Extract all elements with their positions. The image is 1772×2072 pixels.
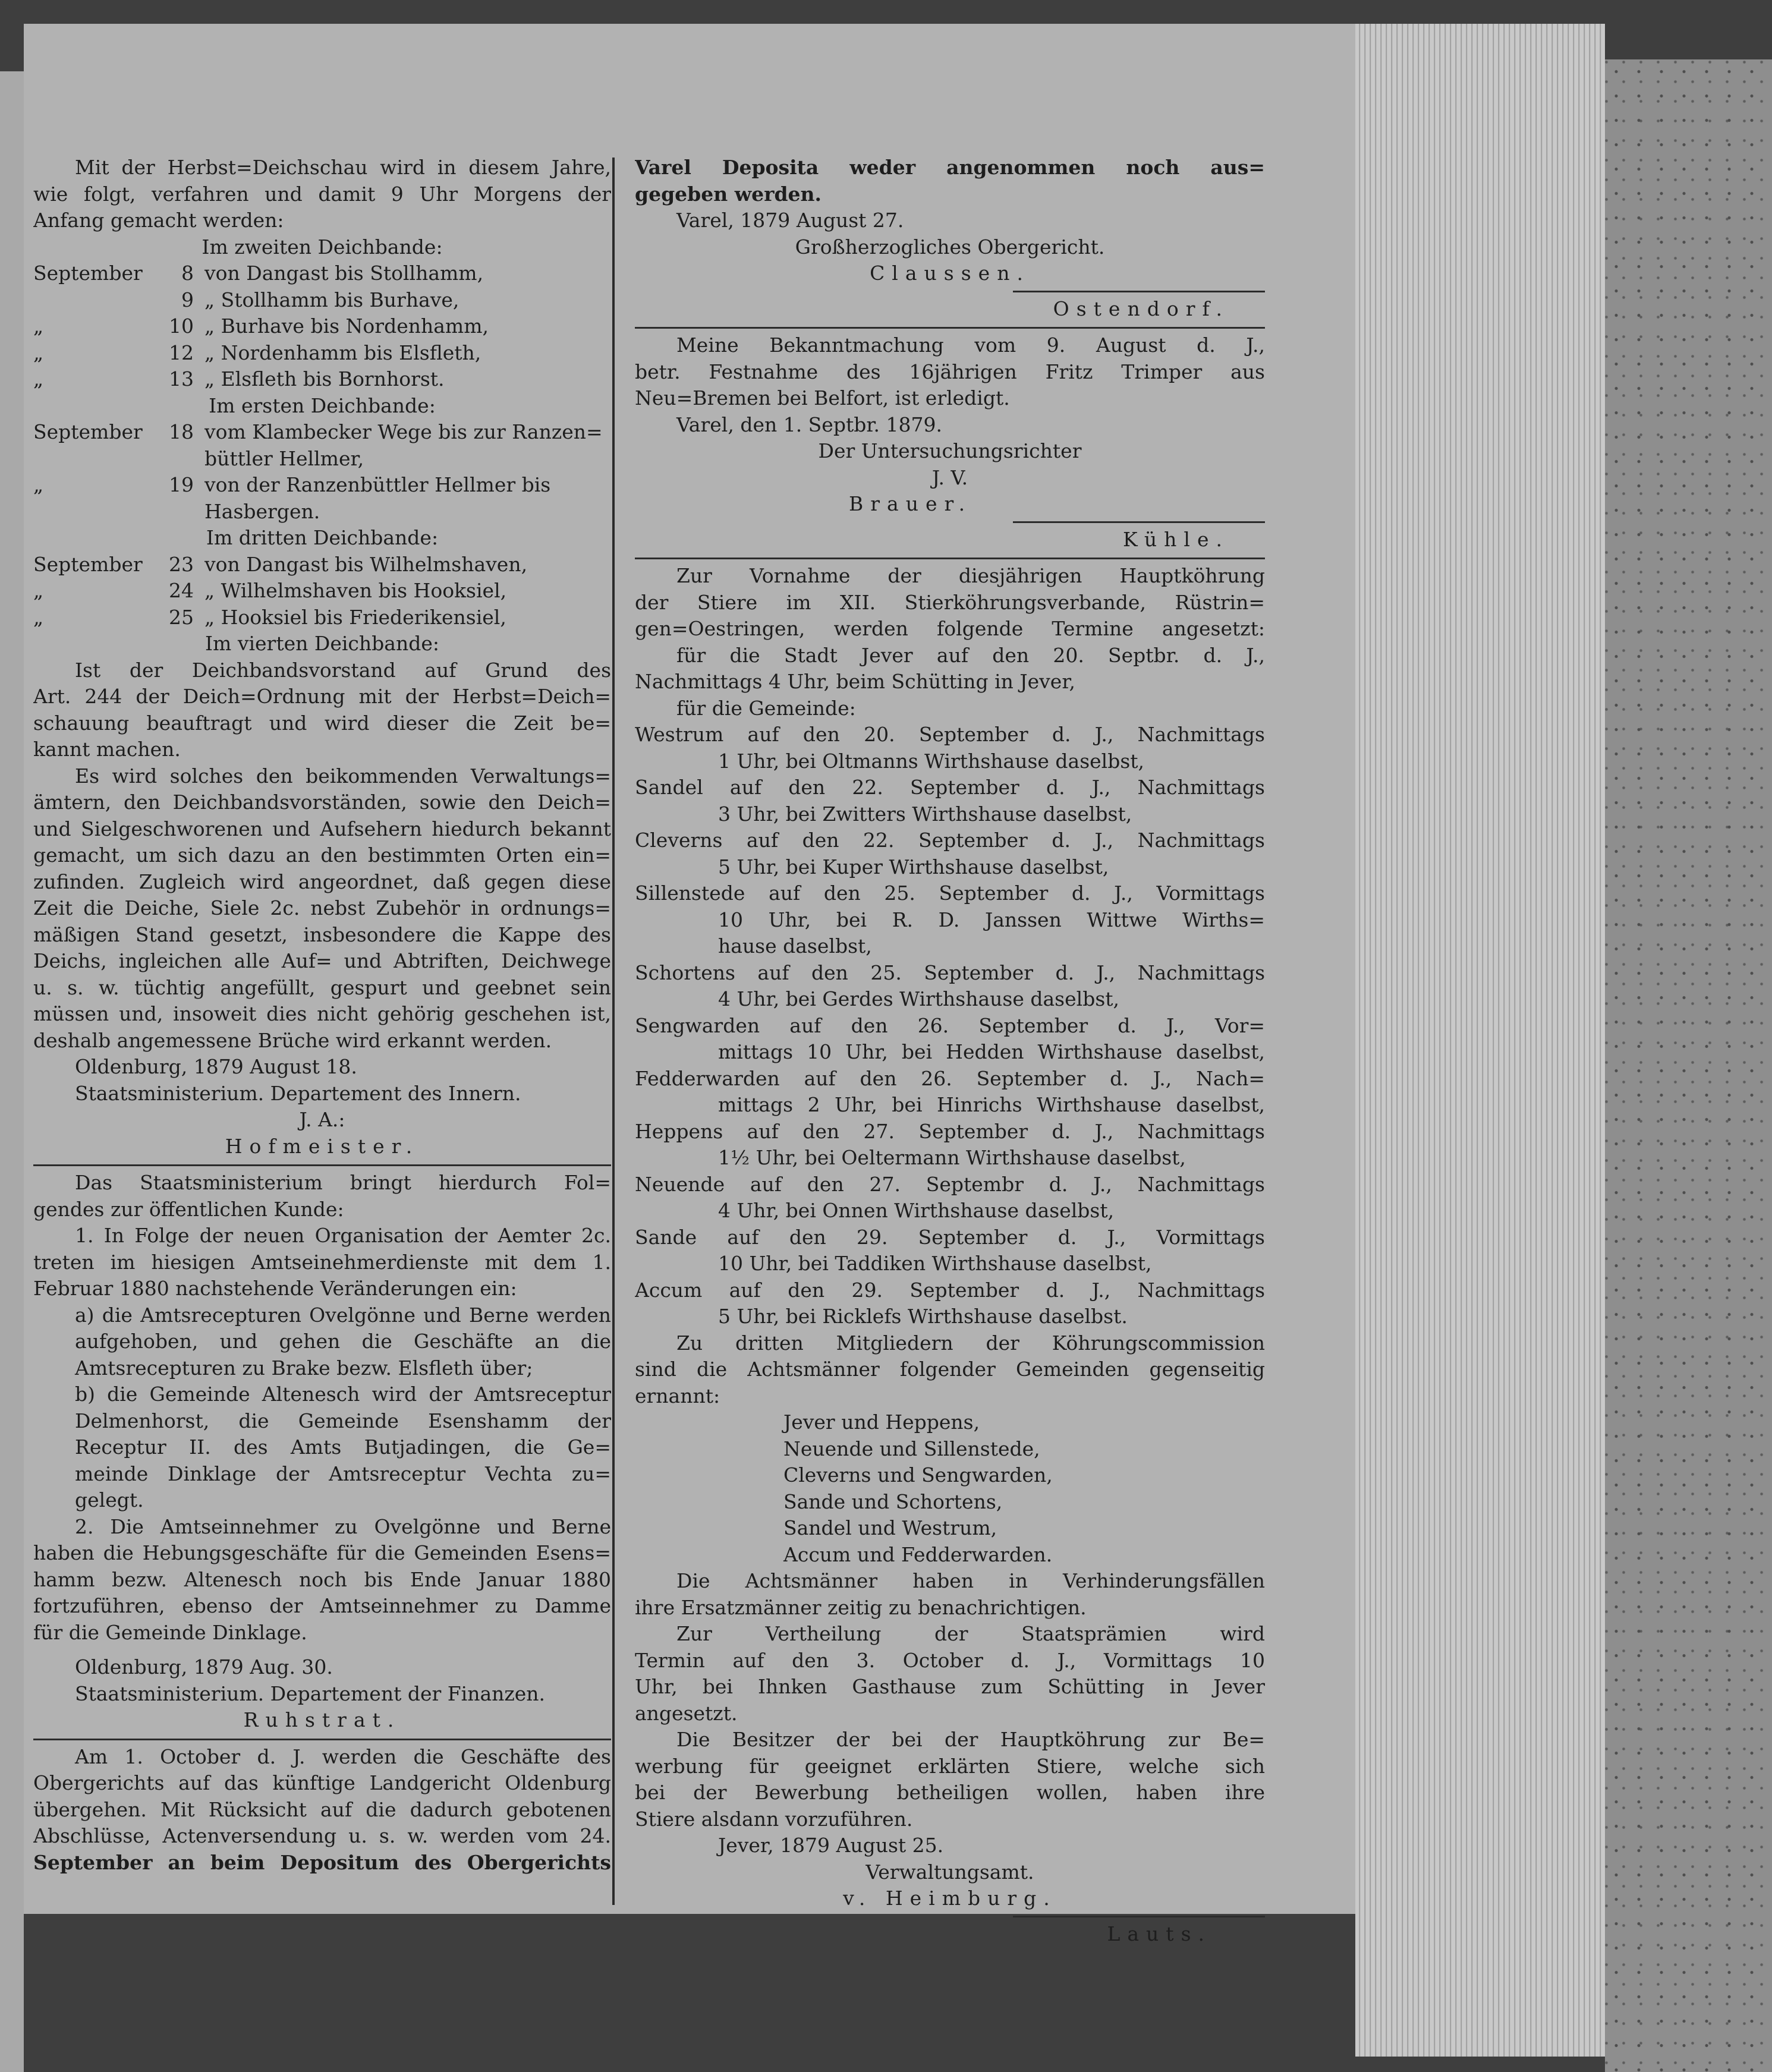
text-line: u. s. w. tüchtig angefüllt, gespurt und geebnet sein [33, 975, 611, 999]
text-line: Die Besitzer der bei der Hauptköhrung zur Be= [676, 1728, 1265, 1751]
text-line: ämtern, den Deichbandsvorständen, sowie den Deich= [33, 791, 611, 814]
schedule-row: „ 10 „ Burhave bis Nordenhamm, [33, 314, 489, 338]
text-line: wie folgt, verfahren und damit 9 Uhr Morgens der [33, 182, 611, 206]
text-line-bold: September an beim Depositum des Obergerichts [33, 1850, 611, 1874]
text-line: Zeit die Deiche, Siele 2c. nebst Zubehör in ordnungs= [33, 896, 611, 920]
section-heading: Im vierten Deichbande: [205, 632, 439, 655]
section-rule [635, 558, 1265, 559]
termin-line: mittags 10 Uhr, bei Hedden Wirthshause daselbst, [718, 1040, 1265, 1063]
text-line: Die Achtsmänner haben in Verhinderungsfällen [676, 1569, 1265, 1592]
section-heading: Im ersten Deichbande: [209, 393, 436, 417]
text-line: Das Staatsministerium bringt hierdurch Fol= [75, 1171, 611, 1194]
termin-line: Westrum auf den 20. September d. J., Nachmittags [635, 723, 1265, 746]
schedule-row: „ 25 „ Hooksiel bis Friederikensiel, [33, 605, 506, 629]
text-line: Receptur II. des Amts Butjadingen, die Ge= [75, 1435, 611, 1459]
schedule-row: „ 12 „ Nordenhamm bis Elsfleth, [33, 341, 481, 364]
text-line: und Sielgeschworenen und Aufsehern hiedurch bekannt [33, 817, 611, 840]
text-line: Februar 1880 nachstehende Veränderungen ein: [33, 1277, 517, 1300]
text-line: meinde Dinklage der Amtsreceptur Vechta zu= [75, 1462, 611, 1485]
place-date: Varel, 1879 August 27. [676, 209, 904, 232]
text-line: gendes zur öffentlichen Kunde: [33, 1197, 344, 1221]
section-heading: Im zweiten Deichbande: [202, 235, 443, 259]
text-line: zufinden. Zugleich wird angeordnet, daß gegen diese [33, 870, 611, 893]
koehrung-notice [635, 563, 1265, 1947]
pair-line: Jever und Heppens, [783, 1410, 980, 1434]
text-line: gelegt. [75, 1488, 144, 1512]
termin-line: Schortens auf den 25. September d. J., Nachmittags [635, 961, 1265, 984]
text-line: übergehen. Mit Rücksicht auf die dadurch gebotenen [33, 1797, 611, 1821]
text-line: fortzuführen, ebenso der Amtseinnehmer zu Damme [33, 1594, 611, 1617]
text-line: für die Stadt Jever auf den 20. Septbr. d. J., [676, 643, 1265, 667]
place-date: Varel, den 1. Septbr. 1879. [676, 412, 942, 436]
text-line: für die Gemeinde Dinklage. [33, 1620, 307, 1644]
deichschau-notice [33, 155, 611, 1160]
text-line: Anfang gemacht werden: [33, 209, 284, 232]
previous-page-edge [0, 71, 24, 2072]
schedule-row: büttler Hellmer, [204, 446, 364, 470]
untersuchung-notice [635, 332, 1265, 553]
text-line: müssen und, insoweit dies nicht gehörig geschehen ist, [33, 1002, 611, 1025]
termin-line: mittags 2 Uhr, bei Hinrichs Wirthshause daselbst, [718, 1093, 1265, 1116]
place-date: Oldenburg, 1879 August 18. [75, 1055, 357, 1078]
signature-prefix: J. V. [931, 465, 968, 489]
text-line: Ist der Deichbandsvorstand auf Grund des [75, 658, 611, 682]
text-line: für die Gemeinde: [676, 696, 856, 720]
text-line: Stiere alsdann vorzuführen. [635, 1807, 913, 1831]
termin-line: Fedderwarden auf den 26. September d. J., Nach= [635, 1066, 1265, 1090]
text-line: Delmenhorst, die Gemeinde Esenshamm der [75, 1409, 611, 1432]
termin-line: hause daselbst, [718, 934, 872, 958]
termin-line: Cleverns auf den 22. September d. J., Nachmittags [635, 829, 1265, 852]
signature-name: Hofmeister. [225, 1134, 420, 1158]
section-rule [33, 1739, 611, 1740]
termin-line: 4 Uhr, bei Onnen Wirthshause daselbst, [718, 1199, 1115, 1222]
termin-line: 3 Uhr, bei Zwitters Wirthshause daselbst, [718, 802, 1132, 826]
termin-line: Sande auf den 29. September d. J., Vormittags [635, 1225, 1265, 1249]
signature-rule [1013, 1916, 1265, 1917]
termin-line: 10 Uhr, bei R. D. Janssen Wittwe Wirths= [718, 908, 1265, 931]
finance-notice [33, 1170, 611, 1734]
termin-line: Neuende auf den 27. Septembr d. J., Nachmittags [635, 1172, 1265, 1196]
text-line: 2. Die Amtseinnehmer zu Ovelgönne und Berne [75, 1514, 611, 1538]
issuing-authority: Verwaltungsamt. [865, 1860, 1034, 1884]
text-line: Deichs, ingleichen alle Auf= und Abtriften, Deichwege [33, 949, 611, 972]
pair-line: Neuende und Sillenstede, [783, 1437, 1040, 1460]
text-line: ernannt: [635, 1384, 720, 1407]
pair-line: Sande und Schortens, [783, 1490, 1003, 1513]
text-line: betr. Festnahme des 16jährigen Fritz Trimper aus [635, 360, 1265, 383]
book-cover [1605, 59, 1772, 2072]
place-date: Oldenburg, 1879 Aug. 30. [75, 1655, 333, 1679]
termin-line: 5 Uhr, bei Ricklefs Wirthshause daselbst. [718, 1305, 1128, 1328]
place-date: Jever, 1879 August 25. [718, 1834, 944, 1857]
signature-rule [1013, 521, 1265, 523]
section-rule [33, 1164, 611, 1166]
signature-name: Ruhstrat. [243, 1708, 401, 1731]
pair-line: Sandel und Westrum, [783, 1516, 997, 1539]
schedule-row: September 23 von Dangast bis Wilhelmshaven, [33, 552, 528, 576]
issuing-authority: Großherzogliches Obergericht. [795, 235, 1105, 259]
schedule-row: „ 19 von der Ranzenbüttler Hellmer bis [33, 473, 551, 496]
text-line: Nachmittags 4 Uhr, beim Schütting in Jever, [635, 670, 1075, 693]
text-line: Obergerichts auf das künftige Landgericht Oldenburg [33, 1771, 611, 1794]
column-divider [612, 158, 615, 1905]
cosigner-name: Ostendorf. [1053, 297, 1229, 320]
text-line: treten im hiesigen Amtseinehmerdienste mit dem 1. [33, 1250, 611, 1274]
text-line: gemacht, um sich dazu an den bestimmten Orten ein= [33, 843, 611, 867]
text-line: 1. In Folge der neuen Organisation der Aemter 2c. [75, 1224, 611, 1247]
section-heading: Im dritten Deichbande: [206, 526, 439, 549]
text-line: aufgehoben, und gehen die Geschäfte an die [75, 1330, 611, 1353]
text-line: Art. 244 der Deich=Ordnung mit der Herbst=Deich= [33, 685, 611, 708]
termin-line: Sengwarden auf den 26. September d. J., Vor= [635, 1013, 1265, 1037]
text-line: Zur Vornahme der diesjährigen Hauptköhrung [676, 564, 1265, 587]
termin-line: Accum auf den 29. September d. J., Nachmittags [635, 1278, 1265, 1302]
termin-line: Sillenstede auf den 25. September d. J., Vormittags [635, 881, 1265, 905]
text-line: Am 1. October d. J. werden die Geschäfte des [75, 1744, 611, 1768]
text-line: b) die Gemeinde Altenesch wird der Amtsreceptur [75, 1383, 611, 1406]
text-line: mäßigen Stand gesetzt, insbesondere die Kappe des [33, 922, 611, 946]
text-line-bold: gegeben werden. [635, 182, 822, 206]
text-line: Abschlüsse, Actenversendung u. s. w. werden vom 24. [33, 1824, 611, 1847]
right-column [635, 155, 1265, 1947]
schedule-row: „ 24 „ Wilhelmshaven bis Hooksiel, [33, 579, 507, 602]
signature-name: Brauer. [849, 492, 972, 515]
text-line: sind die Achtsmänner folgender Gemeinden gegenseitig [635, 1358, 1265, 1381]
text-line: haben die Hebungsgeschäfte für die Gemeinden Esens= [33, 1541, 611, 1564]
schedule-row: September 8 von Dangast bis Stollhamm, [33, 262, 484, 285]
text-line: angesetzt. [635, 1701, 738, 1725]
cosigner-name: Kühle. [1122, 527, 1229, 551]
text-line: der Stiere im XII. Stierköhrungsverbande, Rüstrin= [635, 590, 1265, 614]
termin-line: 4 Uhr, bei Gerdes Wirthshause daselbst, [718, 987, 1120, 1010]
text-line: Neu=Bremen bei Belfort, ist erledigt. [635, 386, 1010, 410]
text-line: deshalb angemessene Brüche wird erkannt werden. [33, 1028, 552, 1052]
schedule-row: 9 „ Stollhamm bis Burhave, [181, 288, 459, 311]
termin-line: 1½ Uhr, bei Oeltermann Wirthshause daselbst, [718, 1146, 1186, 1169]
issuing-authority: Staatsministerium. Departement des Innern. [75, 1081, 521, 1105]
issuing-authority: Staatsministerium. Departement der Finanzen. [75, 1681, 546, 1705]
signature-name: v. Heimburg. [843, 1887, 1057, 1910]
termin-line: Sandel auf den 22. September d. J., Nachmittags [635, 776, 1265, 799]
text-line: bei der Bewerbung betheiligen wollen, haben ihre [635, 1781, 1265, 1804]
text-line: Zur Vertheilung der Staatsprämien wird [676, 1622, 1265, 1645]
text-line: a) die Amtsrecepturen Ovelgönne und Berne werden [75, 1303, 611, 1327]
text-line: hamm bezw. Altenesch noch bis Ende Januar 1880 [33, 1567, 611, 1591]
obergericht-notice-end [635, 155, 1265, 322]
cosigner-name: Lauts. [1107, 1922, 1211, 1945]
text-line: Meine Bekanntmachung vom 9. August d. J., [676, 333, 1265, 357]
left-column [33, 155, 611, 1876]
text-line: Termin auf den 3. October d. J., Vormittags 10 [635, 1648, 1265, 1672]
text-line: werbung für geeignet erklärten Stiere, welche sich [635, 1754, 1265, 1778]
signature-prefix: J. A.: [299, 1108, 345, 1131]
schedule-row: Hasbergen. [204, 499, 320, 523]
text-line-bold: Varel Deposita weder angenommen noch aus= [635, 156, 1265, 179]
text-line: Mit der Herbst=Deichschau wird in diesem Jahre, [75, 156, 611, 179]
obergericht-notice-start [33, 1744, 611, 1876]
termin-line: 1 Uhr, bei Oltmanns Wirthshause daselbst, [718, 749, 1145, 773]
text-line: schauung beauftragt und wird dieser die Zeit be= [33, 711, 611, 735]
page-stack-edges [1355, 24, 1605, 2057]
termin-line: Heppens auf den 27. September d. J., Nachmittags [635, 1119, 1265, 1143]
text-line: Amtsrecepturen zu Brake bezw. Elsfleth über; [75, 1356, 533, 1380]
schedule-row: „ 13 „ Elsfleth bis Bornhorst. [33, 367, 445, 391]
issuing-authority: Der Untersuchungsrichter [818, 439, 1082, 462]
text-line: gen=Oestringen, werden folgende Termine angesetzt: [635, 617, 1265, 640]
text-line: ihre Ersatzmänner zeitig zu benachrichtigen. [635, 1595, 1087, 1619]
termin-line: 10 Uhr, bei Taddiken Wirthshause daselbst, [718, 1252, 1152, 1275]
schedule-row: September 18 vom Klambecker Wege bis zur Ranzen= [33, 420, 603, 443]
section-rule [635, 327, 1265, 329]
text-line: Uhr, bei Ihnken Gasthause zum Schütting in Jever [635, 1675, 1265, 1698]
text-line: Es wird solches den beikommenden Verwaltungs= [75, 764, 611, 788]
pair-line: Accum und Fedderwarden. [783, 1542, 1053, 1566]
text-line: Zu dritten Mitgliedern der Köhrungscommission [676, 1331, 1265, 1355]
termin-line: 5 Uhr, bei Kuper Wirthshause daselbst, [718, 855, 1109, 878]
pair-line: Cleverns und Sengwarden, [783, 1463, 1053, 1487]
text-line: kannt machen. [33, 738, 181, 761]
signature-name: Claussen. [870, 262, 1030, 285]
signature-rule [1013, 291, 1265, 292]
